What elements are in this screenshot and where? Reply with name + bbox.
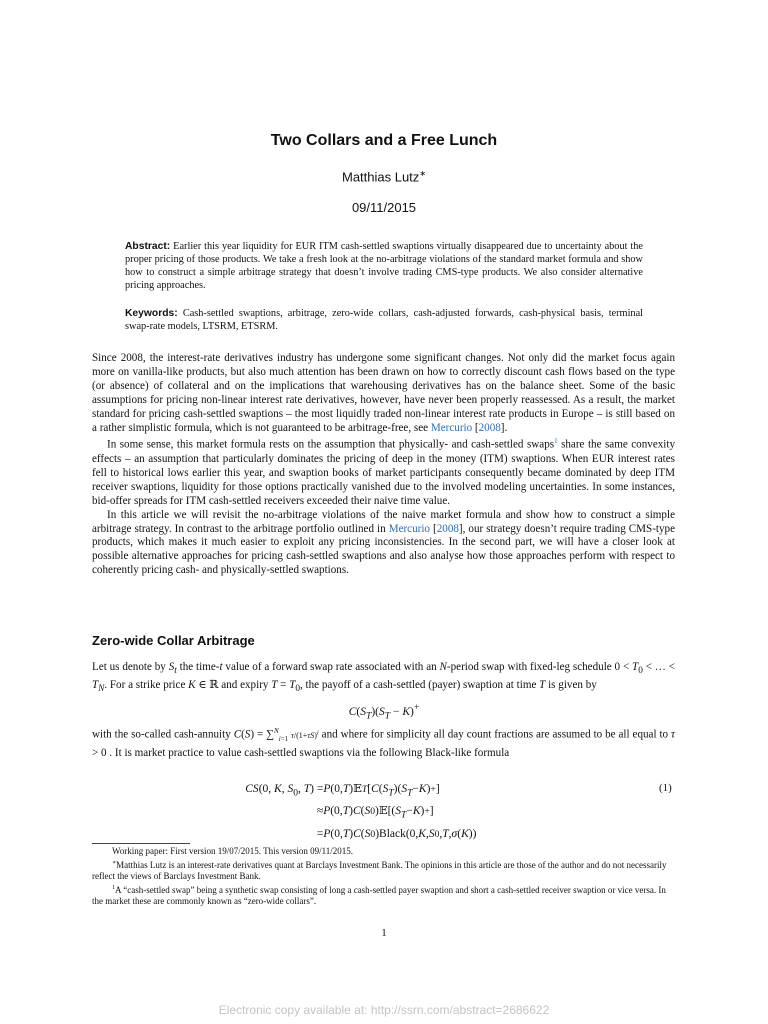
intro-p3-text-a: In this article we will revisit the no-arbitrage violations of the naive market formula and show how to construct a simple arbitrage strategy. In contrast to the arbitrage portfolio outlined in (92, 508, 675, 535)
citation-year[interactable]: 2008 (436, 522, 459, 535)
formula-line-1: CS(0, K, $S_0$, T) = P (0, T )𝔼 T [ C ( $S_T$ )( $S_T$ − K ) + ] (245, 783, 440, 799)
intro-p2-text-a: In some sense, this market formula rests on the assumption that physically- and cash-settled swaps (107, 439, 555, 452)
payoff-equation: $C(S_T)(S_T - K)^+$ (348, 702, 420, 722)
section-paragraph-2: with the so-called cash-annuity C(S) = ∑$^N_{i=1}$ $\tau/(1+\tau S)^i$ and where for simplicity all day count fractions are assumed to be all equal to τ > 0 . It is market practice to value cash-settled swaptions via the following Black-like formula (92, 727, 675, 760)
citation-year[interactable]: 2008 (478, 421, 501, 434)
footnote-working-paper: Working paper: First version 19/07/2015. This version 09/11/2015. (112, 846, 354, 856)
author-line (0, 169, 768, 184)
intro-paragraph-3: In this article we will revisit the no-arbitrage violations of the naive market formula and show how to construct a simple arbitrage strategy. In contrast to the arbitrage portfolio outlined in Mercurio [2008], our strategy doesn’t require trading CMS-type products, which makes it much easier to exploit any pricing inconsistencies. In the second part, we will have a closer look at possible alternative approaches for pricing cash-settled swaptions and also analyse how those approaches perform with respect to coherently pricing cash- and physically-settled swaptions. (92, 508, 676, 577)
black-like-formula (230, 780, 476, 844)
keywords-text: Cash-settled swaptions, arbitrage, zero-wide collars, cash-adjusted forwards, cash-physical basis, terminal swap-rate models, LTSRM, ETSRM. (125, 308, 644, 332)
keywords (125, 307, 643, 333)
section-paragraph-1: Let us denote by $S_t$ the time-t value of a forward swap rate associated with an N-period swap with fixed-leg schedule $0 < T_0$ < … < $T_N$. For a strike price K ∈ ℝ and expiry $T = T_0$, the payoff of a cash-settled (payer) swaption at time T is given by (92, 661, 675, 695)
footnote-1-text: A “cash-settled swap” being a synthetic swap consisting of long a cash-settled payer swaption and short a cash-settled receiver swaption or vice versa. In the market these are commonly known as “zero-wide collars”. (92, 884, 666, 906)
introduction (92, 352, 675, 578)
abstract-label: Abstract: (125, 241, 171, 252)
author-name: Matthias Lutz (341, 169, 420, 185)
footnote-author: ∗Matthias Lutz is an interest-rate derivatives quant at Barclays Investment Bank. The opinions in this article are those of the author and do not necessarily reflect the views of Barclays Investment Bank. (92, 859, 667, 881)
footnote-1: $^1$A “cash-settled swap” being a synthetic swap consisting of long a cash-settled payer swaption and short a cash-settled receiver swaption or vice versa. In the market these are commonly known as “zero-wide collars”. (92, 884, 666, 906)
formula-line-3: = P (0, T ) C ( S 0 )Black(0, K , S 0 , T , σ ( K )) (314, 827, 477, 840)
footnote-author-text: Matthias Lutz is an interest-rate derivatives quant at Barclays Investment Bank. The opinions in this article are those of the author and do not necessarily reflect the views of Barclays Investment Bank. (92, 859, 667, 881)
page-number: 1 (381, 927, 387, 939)
intro-paragraph-1: Since 2008, the interest-rate derivatives industry has undergone some significant changes. Not only did the market focus again more on vanilla-like products, but also much attention has been drawn on how to correctly discount cash flows based on the type (or absence) of collateral and on the implications that warehousing derivatives has on the balance sheet. Some of the basic assumptions for pricing non-linear interest rate derivatives, however, have never been properly reassessed. As a result, the market standard for pricing cash-settled swaptions – the most liquidly traded non-linear interest rate products in Europe – is still based on a rather simplistic formula, which is not guaranteed to be arbitrage-free, see Mercurio [2008]. (92, 352, 675, 434)
paper-date: 09/11/2015 (351, 200, 417, 215)
footnotes (92, 846, 675, 908)
paper-title: Two Collars and a Free Lunch (270, 132, 498, 149)
citation-mercurio[interactable]: Mercurio (388, 522, 430, 535)
formula-line-2: ≈ P (0, T ) C ( S 0 )𝔼[( $S_T$ − K ) + ] (314, 805, 434, 821)
intro-p3-text-b: , our strategy doesn’t require trading CMS-type products, which makes it much easier to exploit any pricing inconsistencies. In the second part, we will have a closer look at possible alternative approaches for pricing cash-settled swaptions and also analyse how those approaches perform with respect to coherently pricing cash- and physically-settled swaptions. (92, 522, 676, 577)
intro-p1-text: Since 2008, the interest-rate derivatives industry has undergone some significant changes. Not only did the market focus again more on vanilla-like products, but also much attention has been drawn on how to correctly discount cash flows based on the type (or absence) of collateral and on the implications that warehousing derivatives has on the balance sheet. Some of the basic assumptions for pricing non-linear interest rate derivatives, however, have never been properly reassessed. As a result, the market standard for pricing cash-settled swaptions – the most liquidly traded non-linear interest rate products in Europe – is still based on a rather simplistic formula, which is not guaranteed to be arbitrage-free, see (92, 352, 675, 434)
abstract (125, 240, 643, 292)
citation-mercurio[interactable]: Mercurio (430, 421, 473, 434)
ssrn-watermark: Electronic copy available at: http://ssrn.com/abstract=2686622 (218, 1003, 550, 1017)
intro-p2-text-b: share the same convexity effects – an assumption that particularly dominates the pricing of deep in the money (ITM) swaptions. When EUR interest rates fell to historical lows earlier this year, and swaption books of market participants consequently became dominated by deep ITM receiver swaptions, liquidity for those options practically vanished due to the involved modeling uncertainties. In some instances, bid-offer spreads for ITM cash-settled receivers exceeded their naive time value. (92, 439, 676, 507)
author-footnote-mark: ∗ (419, 169, 427, 178)
abstract-text: Earlier this year liquidity for EUR ITM cash-settled swaptions virtually disappeared due to uncertainty about the proper pricing of those products. We take a fresh look at the no-arbitrage violations of the standard market formula and show how to construct a simple arbitrage strategy that doesn’t involve trading CMS-type products. We also consider alternative pricing approaches. (125, 241, 644, 291)
intro-paragraph-2 (92, 435, 675, 508)
footnote-divider (92, 843, 190, 844)
equation-number: (1) (659, 782, 672, 794)
section-heading: Zero-wide Collar Arbitrage (92, 633, 255, 648)
footnote-link-1[interactable]: 1 (554, 437, 558, 446)
keywords-label: Keywords: (125, 308, 178, 319)
